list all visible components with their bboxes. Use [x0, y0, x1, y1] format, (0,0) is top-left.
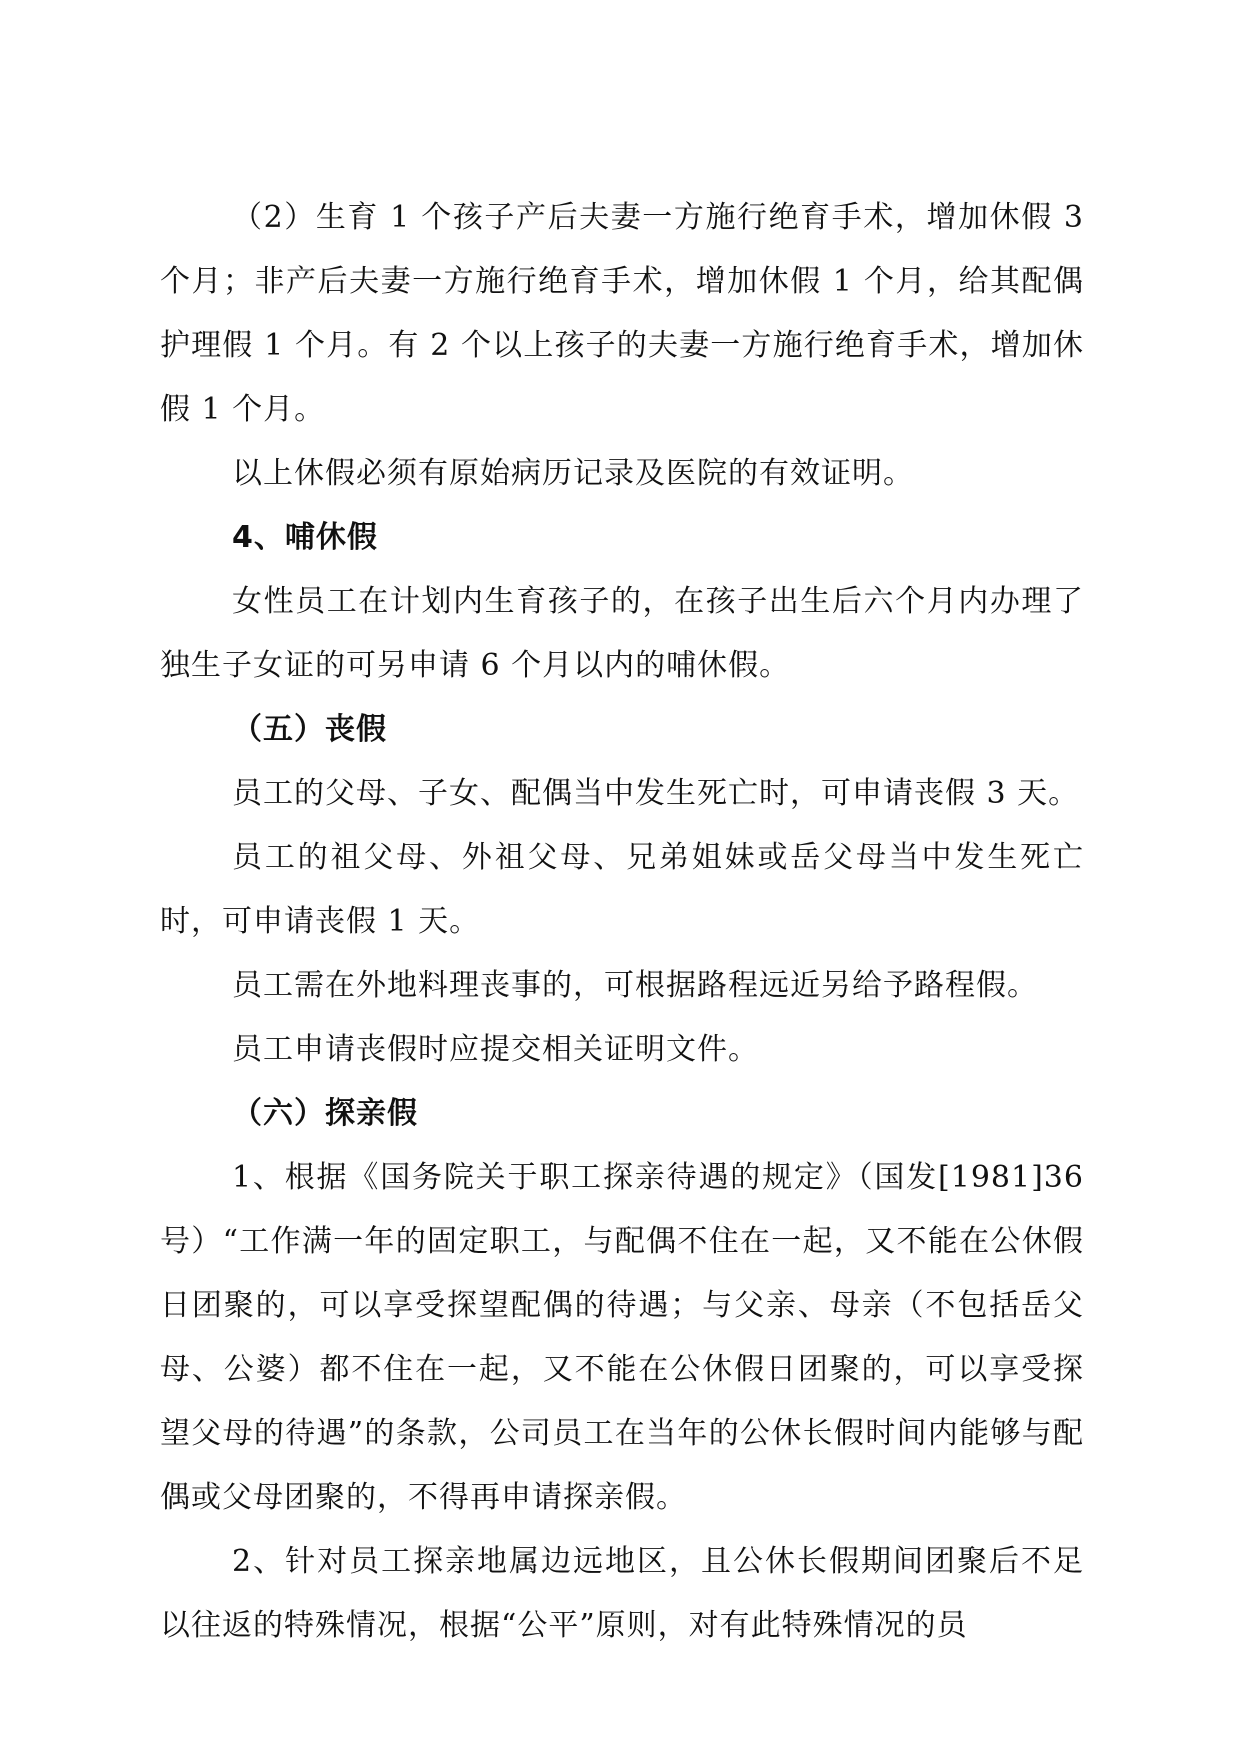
paragraph-bereavement-immediate: 员工的父母、子女、配偶当中发生死亡时，可申请丧假 3 天。 [232, 776, 1080, 811]
heading-nursing-leave: 4、哺休假 [232, 520, 378, 555]
paragraph-family-visit-rule-2: 2、针对员工探亲地属边远地区，且公休长假期间团聚后不足以往返的特殊情况，根据“公平”原则，对有此特殊情况的员 [160, 1544, 1084, 1643]
heading-family-visit-leave: （六）探亲假 [232, 1096, 418, 1131]
paragraph-bereavement-documents: 员工申请丧假时应提交相关证明文件。 [232, 1032, 759, 1067]
paragraph-nursing-leave: 女性员工在计划内生育孩子的，在孩子出生后六个月内办理了独生子女证的可另申请 6 个月以内的哺休假。 [160, 584, 1084, 683]
heading-bereavement-leave: （五）丧假 [232, 712, 387, 747]
paragraph-sterilization-leave: （2）生育 1 个孩子产后夫妻一方施行绝育手术，增加休假 3 个月；非产后夫妻一方施行绝育手术，增加休假 1 个月，给其配偶护理假 1 个月。有 2 个以上孩子的夫妻一方施行绝育手术，增加休假 1 个月。 [160, 200, 1084, 427]
paragraph-family-visit-rule-1: 1、根据《国务院关于职工探亲待遇的规定》（国发[1981]36号）“工作满一年的固定职工，与配偶不住在一起，又不能在公休假日团聚的，可以享受探望配偶的待遇；与父亲、母亲（不包括岳父母、公婆）都不住在一起，又不能在公休假日团聚的，可以享受探望父母的待遇”的条款，公司员工在当年的公休长假时间内能够与配偶或父母团聚的，不得再申请探亲假。 [160, 1160, 1084, 1515]
document-body [160, 186, 1084, 1658]
paragraph-proof-requirement: 以上休假必须有原始病历记录及医院的有效证明。 [232, 456, 914, 491]
paragraph-bereavement-extended: 员工的祖父母、外祖父母、兄弟姐妹或岳父母当中发生死亡时，可申请丧假 1 天。 [160, 840, 1084, 939]
paragraph-bereavement-travel: 员工需在外地料理丧事的，可根据路程远近另给予路程假。 [232, 968, 1038, 1003]
